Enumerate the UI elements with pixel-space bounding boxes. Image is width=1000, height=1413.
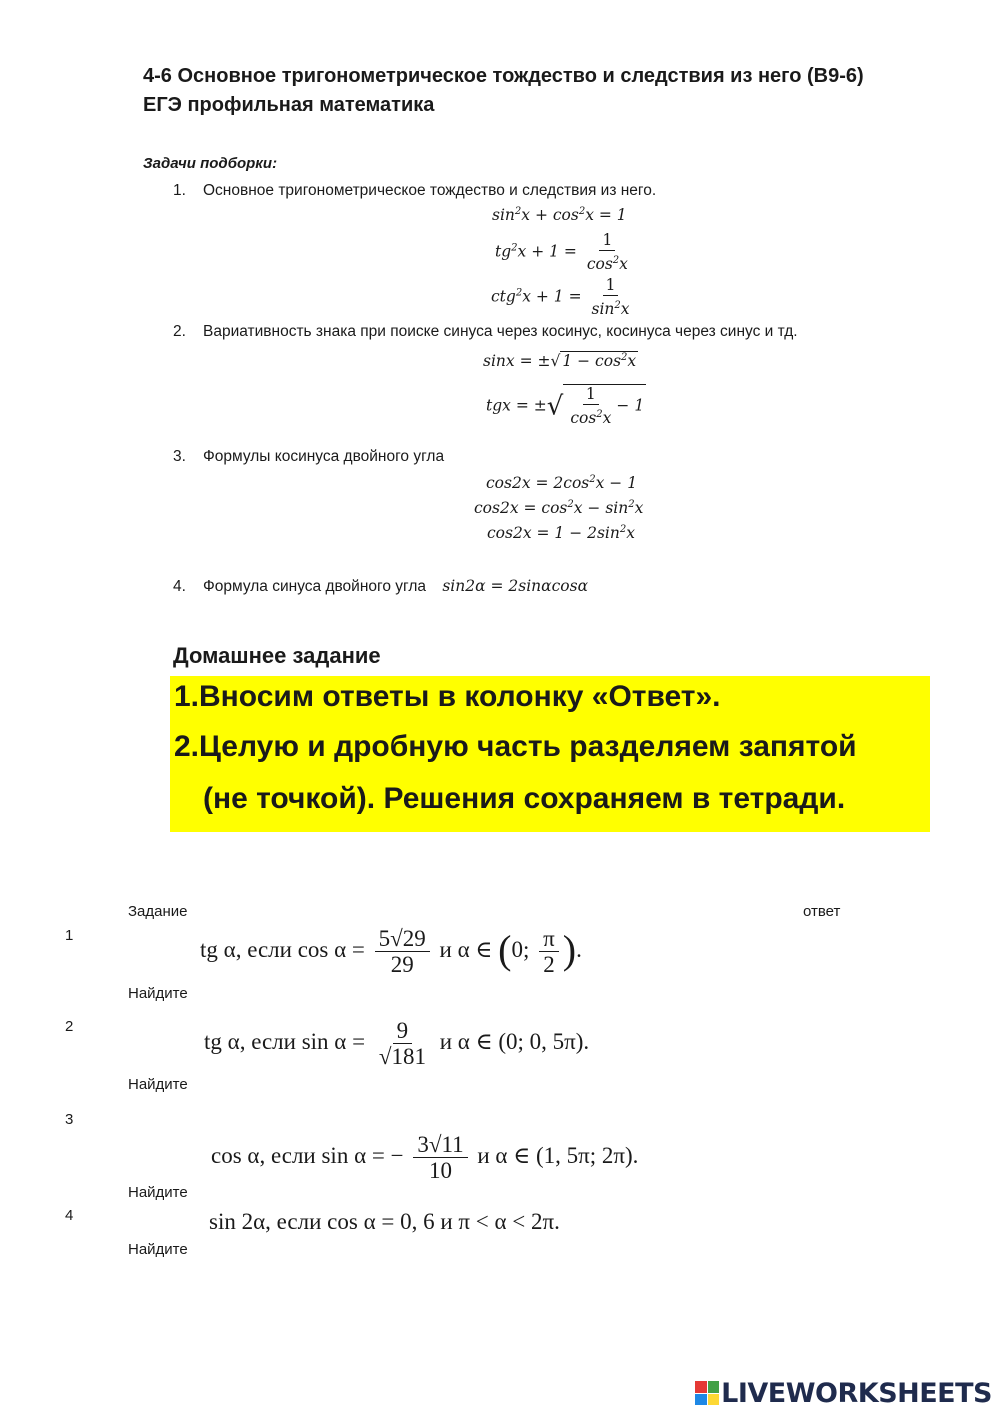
- title-line-2: ЕГЭ профильная математика: [143, 94, 435, 116]
- list-item-4: [173, 577, 588, 596]
- logo-text: LIVEWORKSHEETS: [721, 1377, 992, 1409]
- item-text: Формулы косинуса двойного угла: [203, 448, 445, 465]
- homework-highlight: [170, 676, 930, 832]
- list-item-3: [173, 448, 444, 466]
- column-header-answer: ответ: [803, 903, 841, 920]
- formula-sin-via-cos: sinx = ±√ $1 - \cos^2x$: [483, 352, 637, 370]
- row-find-2: Найдите: [128, 1076, 188, 1093]
- row-number-2: 2: [65, 1018, 74, 1035]
- task-formula-3: cos α, если sin α = − $\frac{3√11}{10}$ и α ∈ (1, 5π; 2π).: [211, 1132, 639, 1183]
- selection-subtitle: Задачи подборки:: [143, 155, 278, 172]
- formula-cos2x-c: $\cos 2x = 1 - 2\sin^2x$: [487, 524, 635, 542]
- item-number: 4.: [173, 578, 186, 595]
- document-title: [143, 62, 864, 120]
- row-number-4: 4: [65, 1207, 74, 1224]
- formula-identity: $\sin^2x + \cos^2x = 1$: [492, 206, 627, 224]
- column-header-task: Задание: [128, 903, 188, 920]
- title-line-1: 4-6 Основное тригонометрическое тождество и следствия из него (В9-6): [143, 65, 864, 87]
- task-formula-2: tg α, если sin α = $\frac{9}{√181}$ и α ∈ (0; 0, 5π).: [204, 1018, 590, 1069]
- logo-mark-red: [695, 1381, 707, 1393]
- row-find-1: Найдите: [128, 985, 188, 1002]
- formula-tg-identity: $tg^2x + 1$ = $\frac{1}{\cos^2x}$: [495, 231, 628, 273]
- logo-mark-blue: [695, 1394, 707, 1406]
- formula-tg-via-cos: tgx = ±√ $\frac{1}{\cos^2x}$ − 1: [486, 385, 645, 427]
- logo-mark-icon: [695, 1381, 719, 1405]
- row-find-4: Найдите: [128, 1241, 188, 1258]
- logo-mark-green: [708, 1381, 720, 1393]
- homework-line-2: 2.Целую и дробную часть разделяем запятой: [174, 730, 857, 763]
- formula-ctg-identity: ctg$^2$x + 1 = $\frac{1}{\sin^2x}$: [491, 276, 630, 318]
- list-item-2: [173, 323, 798, 341]
- formula-cos2x-a: $\cos 2x = 2\cos^2x - 1$: [486, 474, 638, 492]
- row-number-3: 3: [65, 1111, 74, 1128]
- logo-mark-yellow: [708, 1394, 720, 1406]
- item-text: Основное тригонометрическое тождество и следствия из него.: [203, 182, 657, 199]
- formula-cos2x-b: $\cos 2x = \cos^2x - \sin^2x$: [474, 499, 644, 517]
- item-text: Вариативность знака при поиске синуса через косинус, косинуса через синус и тд.: [203, 323, 798, 340]
- homework-line-3: (не точкой). Решения сохраняем в тетради.: [203, 782, 846, 815]
- formula-sin2a: sin2α = 2sinαcosα: [442, 577, 589, 595]
- item-number: 1.: [173, 182, 186, 199]
- homework-line-1: 1.Вносим ответы в колонку «Ответ».: [174, 680, 721, 713]
- item-number: 3.: [173, 448, 186, 465]
- liveworksheets-logo: [695, 1377, 992, 1409]
- row-find-3: Найдите: [128, 1184, 188, 1201]
- list-item-1: [173, 182, 656, 200]
- task-formula-4: sin 2α, если cos α = 0, 6 и π < α < 2π.: [209, 1209, 560, 1234]
- item-number: 2.: [173, 323, 186, 340]
- homework-title: Домашнее задание: [173, 643, 381, 668]
- task-formula-1: tg α, если cos α = $\frac{5√29}{29}$ и α ∈ (0; $\frac{\pi}{2}$ ).: [200, 926, 582, 978]
- row-number-1: 1: [65, 927, 74, 944]
- item-text: Формула синуса двойного угла: [203, 578, 426, 595]
